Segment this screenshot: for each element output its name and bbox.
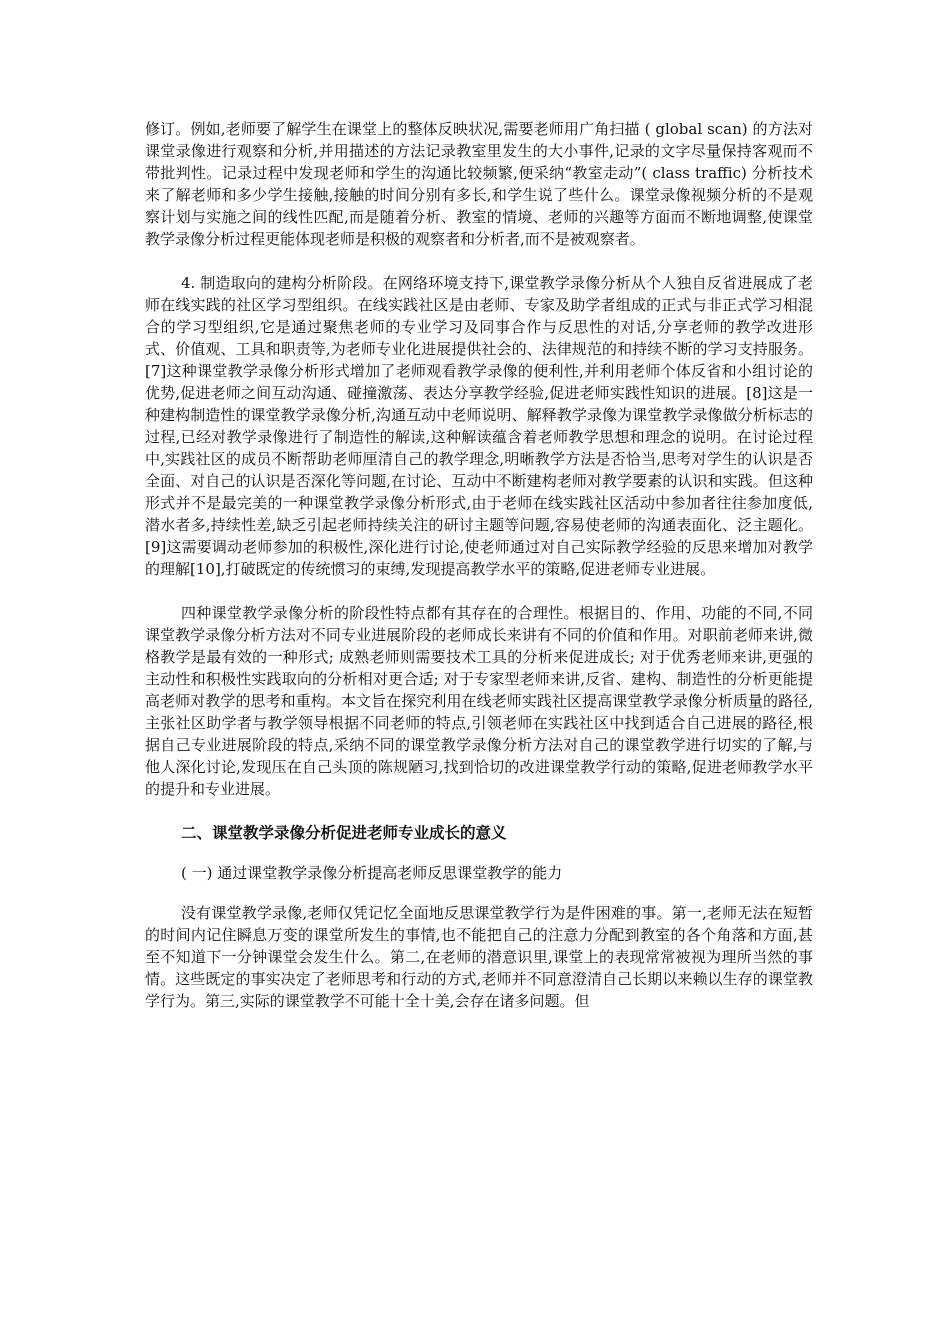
paragraph-gap	[145, 884, 813, 902]
paragraph-summary: 四种课堂教学录像分析的阶段性特点都有其存在的合理性。根据目的、作用、功能的不同,不同课堂教学录像分析方法对不同专业进展阶段的老师成长来讲有不同的价值和作用。对职前老师来讲,微格教学是最有效的一种形式; 成熟老师则需要技术工具的分析来促进成长; 对于优秀老师来讲,更强的主动性和积极性实践取向的分析相对更合适; 对于专家型老师来讲,反省、建构、制造性的分析更能提高老师对教学的思考和重构。本文旨在探究利用在线老师实践社区提高课堂教学录像分析质量的路径,主张社区助学者与教学领导根据不同老师的特点,引领老师在实践社区中找到适合自己进展的路径,根据自己专业进展阶段的特点,采纳不同的课堂教学录像分析方法对自己的课堂教学进行切实的了解,与他人深化讨论,发现压在自己头顶的陈规陋习,找到恰切的改进课堂教学行动的策略,促进老师教学水平的提升和专业进展。	[145, 604, 813, 798]
paragraph-gap	[145, 800, 813, 822]
paragraph-gap	[145, 844, 813, 862]
paragraph-stage-4: 4. 制造取向的建构分析阶段。在网络环境支持下,课堂教学录像分析从个人独自反省进展成了老师在线实践的社区学习型组织。在线实践社区是由老师、专家及助学者组成的正式与非正式学习相混合的学习型组织,它是通过聚焦老师的专业学习及同事合作与反思性的对话,分享老师的教学改进形式、价值观、工具和职责等,为老师专业化进展提供社会的、法律规范的和持续不断的学习支持服务。[7]这种课堂教学录像分析形式增加了老师观看教学录像的便利性,并利用老师个体反省和小组讨论的优势,促进老师之间互动沟通、碰撞激荡、表达分享教学经验,促进老师实践性知识的进展。[8]这是一种建构制造性的课堂教学录像分析,沟通互动中老师说明、解释教学录像为课堂教学录像做分析标志的过程,已经对教学录像进行了制造性的解读,这种解读蕴含着老师教学思想和理念的说明。在讨论过程中,实践社区的成员不断帮助老师厘清自己的教学理念,明晰教学方法是否恰当,思考对学生的认识是否全面、对自己的认识是否深化等问题,在讨论、互动中不断建构老师对教学要素的认识和实践。但这种形式并不是最完美的一种课堂教学录像分析形式,由于老师在线实践社区活动中参加者往往参加度低,潜水者多,持续性差,缺乏引起老师持续关注的研讨主题等问题,容易使老师的沟通表面化、泛主题化。[9]这需要调动老师参加的积极性,深化进行讨论,使老师通过对自己实际教学经验的反思来增加对教学的理解[10],打破既定的传统惯习的束缚,发现提高教学水平的策略,促进老师专业进展。	[145, 274, 813, 578]
paragraph-gap	[145, 580, 813, 602]
subsection-heading: ( 一) 通过课堂教学录像分析提高老师反思课堂教学的能力	[181, 864, 563, 882]
paragraph-reflection: 没有课堂教学录像,老师仅凭记忆全面地反思课堂教学行为是件困难的事。第一,老师无法在短暂的时间内记住瞬息万变的课堂所发生的事情,也不能把自己的注意力分配到教室的各个角落和方面,甚至不知道下一分钟课堂会发生什么。第二,在老师的潜意识里,课堂上的表现常常被视为理所当然的事情。这些既定的事实决定了老师思考和行动的方式,老师并不同意澄清自己长期以来赖以生存的课堂教学行为。第三,实际的课堂教学不可能十全十美,会存在诸多问题。但	[145, 904, 813, 1010]
section-heading: 二、课堂教学录像分析促进老师专业成长的意义	[181, 824, 507, 842]
paragraph-gap	[145, 250, 813, 272]
paragraph-continuation: 修订。例如,老师要了解学生在课堂上的整体反映状况,需要老师用广角扫描 ( global scan) 的方法对课堂录像进行观察和分析,并用描述的方法记录教室里发生的大小事件,记录的文字尽量保持客观而不带批判性。记录过程中发现老师和学生的沟通比较频繁,便采纳“教室走动”( class traffic) 分析技术来了解老师和多少学生接触,接触的时间分别有多长,和学生说了些什么。课堂录像视频分析的不是观察计划与实施之间的线性匹配,而是随着分析、教室的情境、老师的兴趣等方面而不断地调整,使课堂教学录像分析过程更能体现老师是积极的观察者和分析者,而不是被观察者。	[145, 120, 813, 248]
document-body	[145, 118, 813, 1012]
